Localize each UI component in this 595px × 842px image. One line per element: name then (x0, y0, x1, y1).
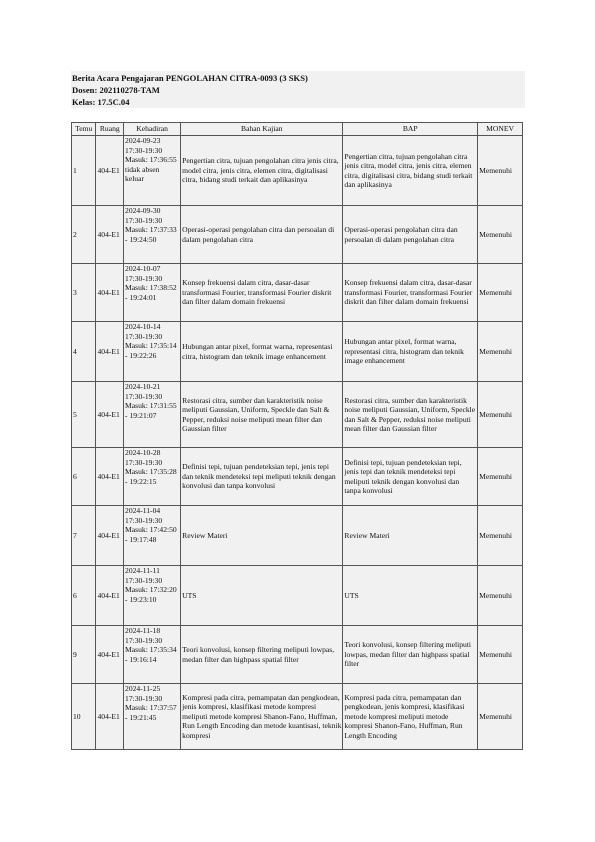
cell-bap: Restorasi citra, sumber dan karakteristik noise meliputi Gaussian, Uniform, Speckle dan Salt & Pepper, reduksi noise meliputi mean filter dan Gaussian filter (343, 382, 478, 448)
cell-bap: Definisi tepi, tujuan pendeteksian tepi, jenis tepi dan teknik mendeteksi tepi meliputi teknik dengan konvolusi dan tanpa konvolusi (343, 448, 478, 506)
table-row (72, 626, 523, 684)
cell-kehadiran: 2024-11-11 17:30-19:30 Masuk: 17:32:20 - 19:23:10 (124, 566, 181, 626)
cell-bap: Review Materi (343, 506, 478, 566)
cell-temu: 1 (72, 136, 96, 206)
cell-bap: UTS (343, 566, 478, 626)
cell-kehadiran: 2024-10-14 17:30-19:30 Masuk: 17:35:14 - 19:22:26 (124, 322, 181, 382)
course-title: Berita Acara Pengajaran PENGOLAHAN CITRA-0093 (3 SKS) (72, 73, 308, 83)
cell-ruang: 404-E1 (96, 506, 124, 566)
cell-monev: Memenuhi (478, 206, 523, 264)
cell-kehadiran: 2024-10-21 17:30-19:30 Masuk: 17:31:55 - 19:21:07 (124, 382, 181, 448)
cell-kehadiran: 2024-09-23 17:30-19:30 Masuk: 17:36:55 tidak absen keluar (124, 136, 181, 206)
cell-ruang: 404-E1 (96, 382, 124, 448)
cell-bahan-kajian: Teori konvolusi, konsep filtering meliputi lowpas, medan filter dan highpass spatial filter (181, 626, 343, 684)
cell-kehadiran: 2024-10-07 17:30-19:30 Masuk: 17:38:52 - 19:24:01 (124, 264, 181, 322)
cell-temu: 7 (72, 506, 96, 566)
teaching-log-table (71, 122, 523, 750)
cell-bap: Pengertian citra, tujuan pengolahan citra jenis citra, model citra, jenis citra, elemen citra, digitalisasi citra, bidang studi terkait dan aplikasinya (343, 136, 478, 206)
cell-bap: Kompresi pada citra, pemampatan dan pengkodean, jenis kompresi, klasifikasi metode kompresi meliputi metode kompresi Shanon-Fano, Huffman, Run Length Encoding (343, 684, 478, 750)
col-header-bahan-kajian: Bahan Kajian (181, 123, 343, 136)
cell-kehadiran: 2024-10-28 17:30-19:30 Masuk: 17:35:28 - 19:22:15 (124, 448, 181, 506)
cell-kehadiran: 2024-11-04 17:30-19:30 Masuk: 17:42:50 - 19:17:48 (124, 506, 181, 566)
cell-ruang: 404-E1 (96, 322, 124, 382)
cell-kehadiran: 2024-11-18 17:30-19:30 Masuk: 17:35:34 - 19:16:14 (124, 626, 181, 684)
cell-temu: 10 (72, 684, 96, 750)
cell-bahan-kajian: Operasi-operasi pengolahan citra dan persoalan di dalam pengolahan citra (181, 206, 343, 264)
lecturer-id: Dosen: 202110278-TAM (72, 85, 160, 95)
cell-monev: Memenuhi (478, 566, 523, 626)
cell-temu: 9 (72, 626, 96, 684)
cell-monev: Memenuhi (478, 264, 523, 322)
cell-bahan-kajian: Definisi tepi, tujuan pendeteksian tepi, jenis tepi dan teknik mendeteksi tepi meliputi teknik dengan konvolusi dan tanpa konvolusi (181, 448, 343, 506)
cell-bap: Operasi-operasi pengolahan citra dan persoalan di dalam pengolahan citra (343, 206, 478, 264)
cell-ruang: 404-E1 (96, 684, 124, 750)
table-row (72, 382, 523, 448)
col-header-temu: Temu (72, 123, 96, 136)
table-row (72, 322, 523, 382)
cell-ruang: 404-E1 (96, 626, 124, 684)
cell-bahan-kajian: Restorasi citra, sumber dan karakteristik noise meliputi Gaussian, Uniform, Speckle dan Salt & Pepper, reduksi noise meliputi mean filter dan Gaussian filter (181, 382, 343, 448)
cell-temu: 5 (72, 382, 96, 448)
table-header-row (72, 123, 523, 136)
cell-monev: Memenuhi (478, 382, 523, 448)
cell-ruang: 404-E1 (96, 136, 124, 206)
col-header-ruang: Ruang (96, 123, 124, 136)
table-row (72, 684, 523, 750)
cell-bahan-kajian: UTS (181, 566, 343, 626)
cell-monev: Memenuhi (478, 448, 523, 506)
cell-ruang: 404-E1 (96, 448, 124, 506)
cell-monev: Memenuhi (478, 684, 523, 750)
table-row (72, 566, 523, 626)
col-header-monev: MONEV (478, 123, 523, 136)
table-row (72, 506, 523, 566)
cell-bahan-kajian: Konsep frekuensi dalam citra, dasar-dasar transformasi Fourier, transformasi Fourier diskrit dan filter dalam domain frekuensi (181, 264, 343, 322)
cell-bahan-kajian: Kompresi pada citra, pemampatan dan pengkodean, jenis kompresi, klasifikasi metode kompresi meliputi metode kompresi Shanon-Fano, Huffman, Run Length Encoding dan metode kuantisasi, teknik kompresi (181, 684, 343, 750)
cell-ruang: 404-E1 (96, 264, 124, 322)
cell-kehadiran: 2024-09-30 17:30-19:30 Masuk: 17:37:33 - 19:24:50 (124, 206, 181, 264)
cell-ruang: 404-E1 (96, 206, 124, 264)
cell-bap: Teori konvolusi, konsep filtering meliputi lowpas, medan filter dan highpass spatial filter (343, 626, 478, 684)
table-row (72, 136, 523, 206)
class-id: Kelas: 17.5C.04 (72, 97, 130, 107)
col-header-bap: BAP (343, 123, 478, 136)
table-row (72, 448, 523, 506)
cell-temu: 3 (72, 264, 96, 322)
cell-kehadiran: 2024-11-25 17:30-19:30 Masuk: 17:37:57 - 19:21:45 (124, 684, 181, 750)
cell-monev: Memenuhi (478, 506, 523, 566)
document-header (71, 71, 525, 108)
cell-monev: Memenuhi (478, 136, 523, 206)
cell-monev: Memenuhi (478, 322, 523, 382)
cell-temu: 4 (72, 322, 96, 382)
cell-bahan-kajian: Hubungan antar pixel, format warna, representasi citra, histogram dan teknik image enhancement (181, 322, 343, 382)
table-row (72, 264, 523, 322)
cell-bap: Hubungan antar pixel, format warna, representasi citra, histogram dan teknik image enhancement (343, 322, 478, 382)
cell-ruang: 404-E1 (96, 566, 124, 626)
cell-bahan-kajian: Review Materi (181, 506, 343, 566)
cell-bap: Konsep frekuensi dalam citra, dasar-dasar transformasi Fourier, transformasi Fourier diskrit dan filter dalam domain frekuensi (343, 264, 478, 322)
col-header-kehadiran: Kehadiran (124, 123, 181, 136)
table-row (72, 206, 523, 264)
cell-temu: 6 (72, 566, 96, 626)
cell-bahan-kajian: Pengertian citra, tujuan pengolahan citra jenis citra, model citra, jenis citra, elemen citra, digitalisasi citra, bidang studi terkait dan aplikasinya (181, 136, 343, 206)
cell-temu: 2 (72, 206, 96, 264)
cell-monev: Memenuhi (478, 626, 523, 684)
cell-temu: 6 (72, 448, 96, 506)
